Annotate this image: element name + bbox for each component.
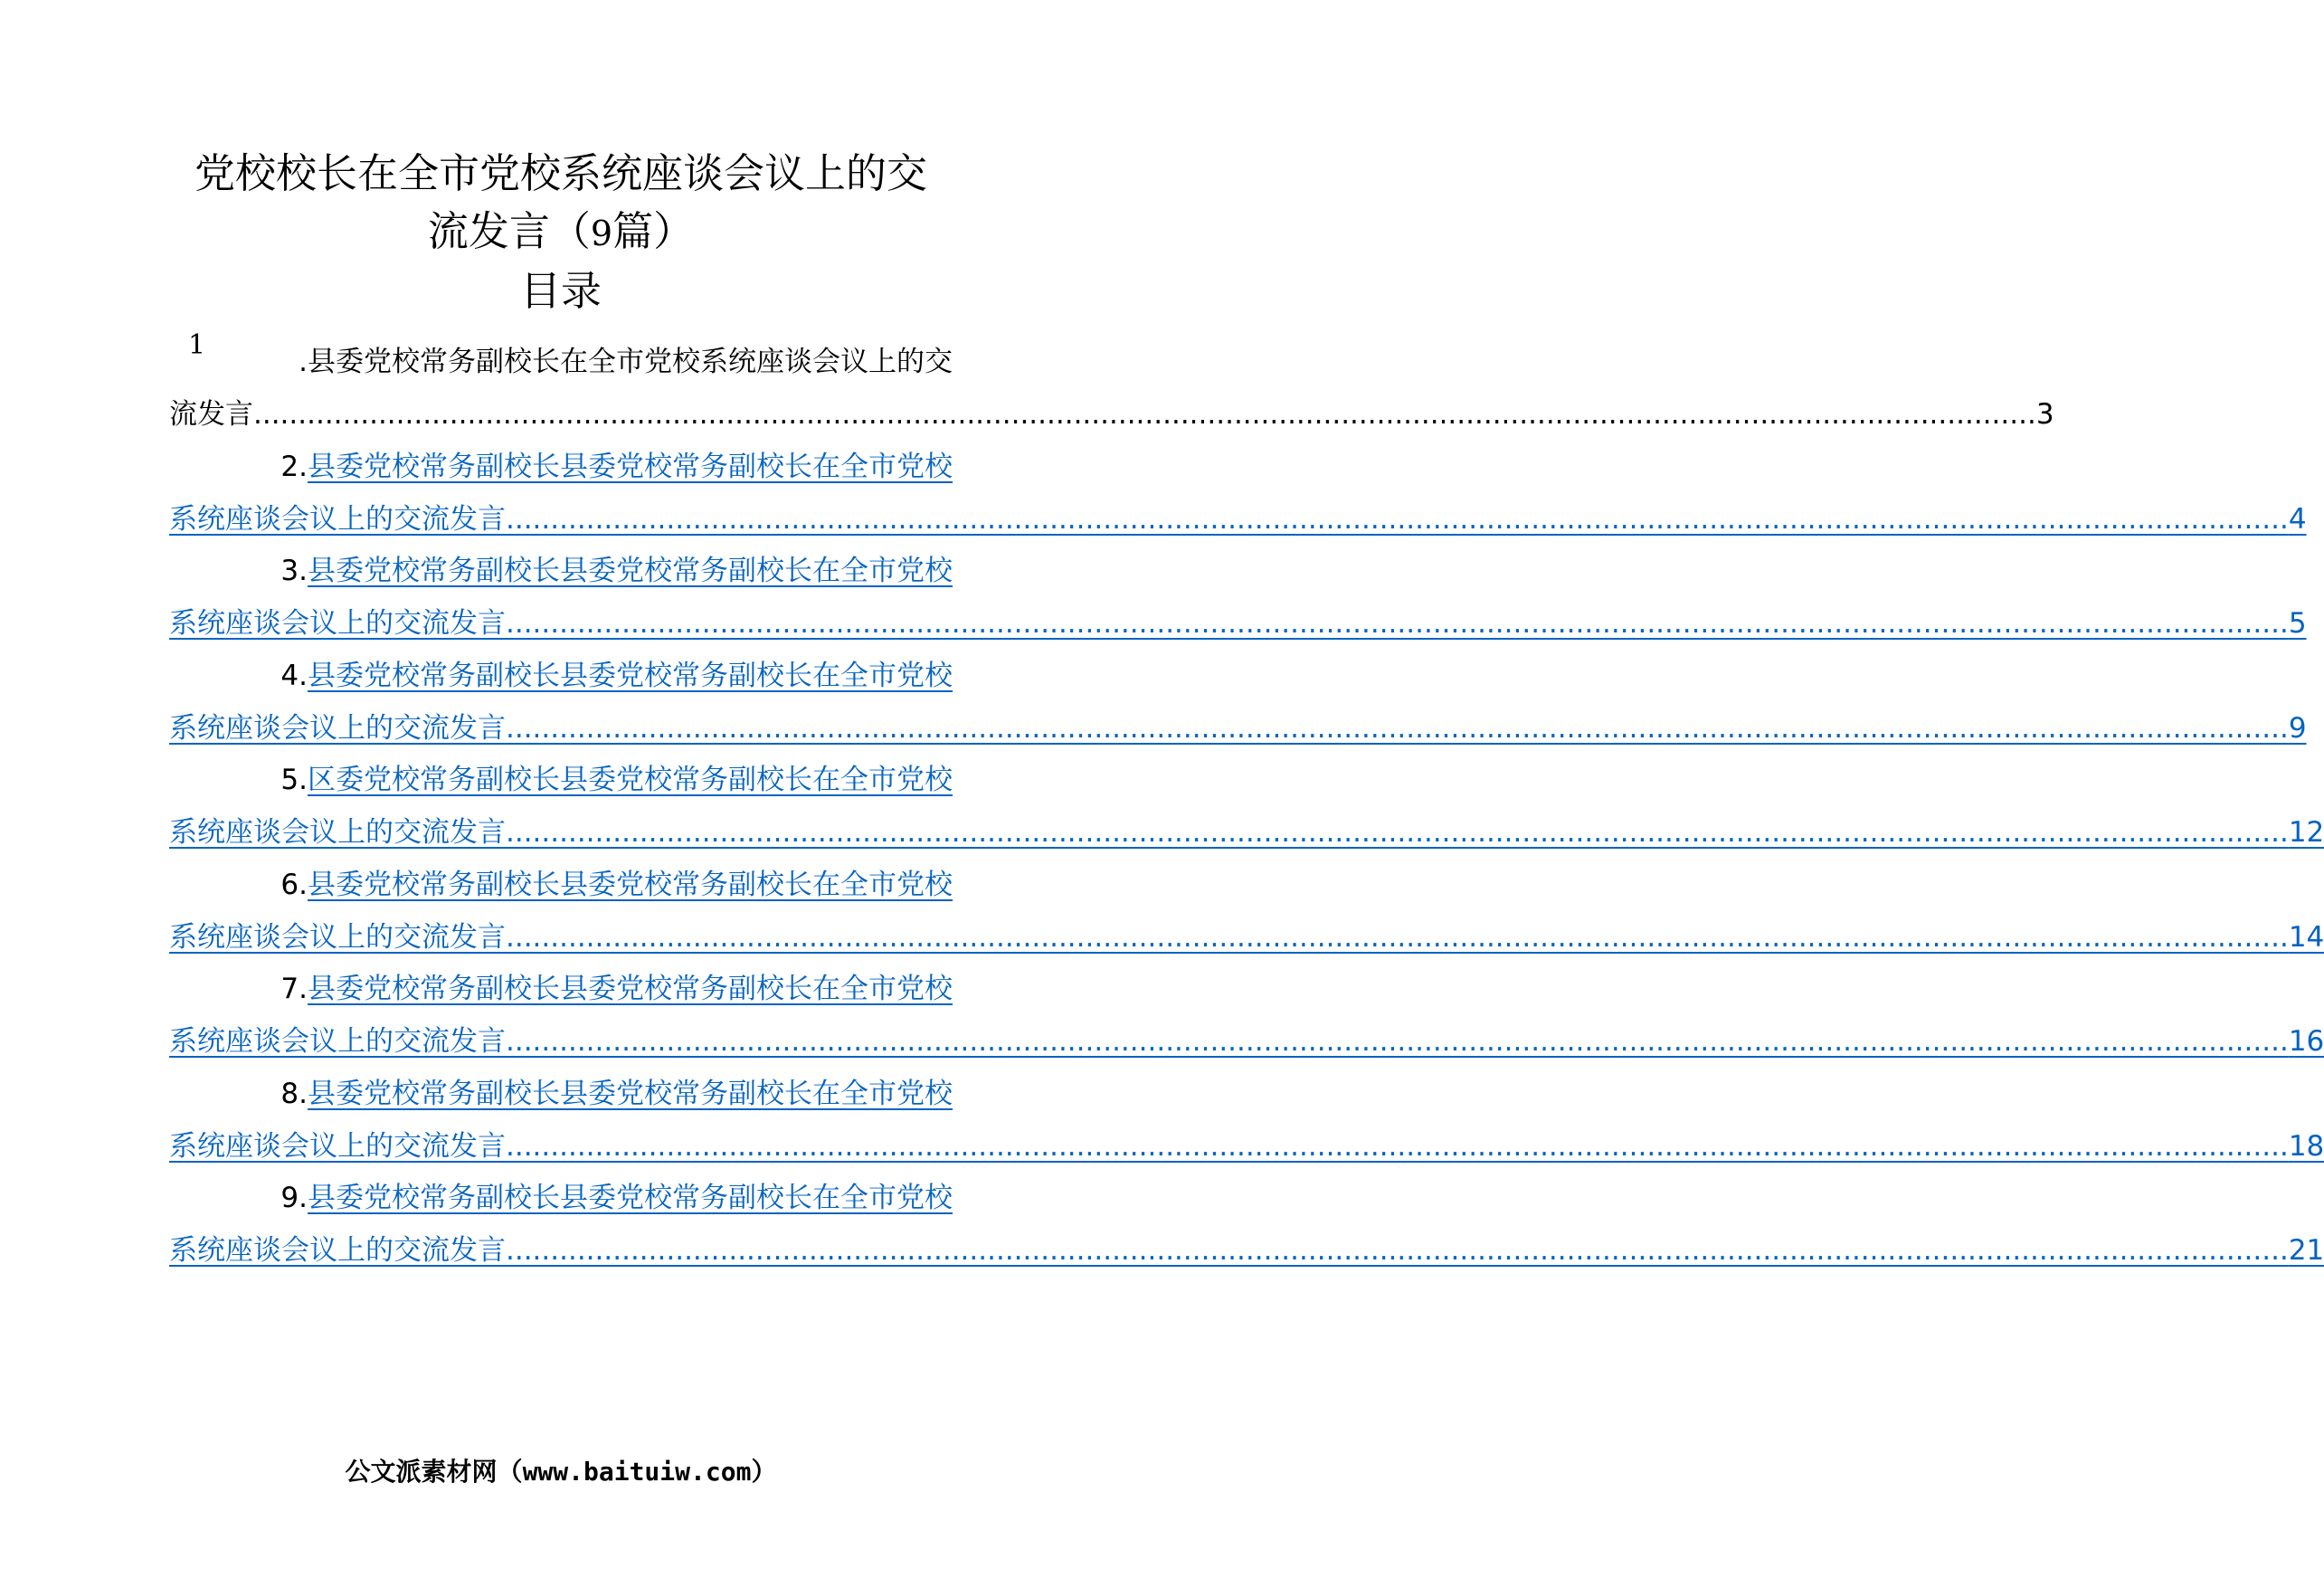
toc-entry-title-part-2[interactable]: 系统座谈会议上的交流发言	[169, 920, 506, 954]
toc-entry-number: 6.	[280, 868, 308, 901]
toc-entry-title-part-2[interactable]: 系统座谈会议上的交流发言	[169, 1234, 506, 1267]
toc-page-number[interactable]: 14	[2288, 920, 2324, 954]
toc-entry-title-part-1[interactable]: 县委党校常务副校长县委党校常务副校长在全市党校	[308, 868, 953, 901]
toc-entry-3-line-2[interactable]	[169, 601, 2307, 646]
footer-source	[136, 1454, 986, 1490]
footer-close-paren: ）	[751, 1457, 777, 1487]
toc-page-number[interactable]: 18	[2288, 1129, 2324, 1163]
toc-entry-number: 5.	[280, 764, 308, 796]
toc-heading-text: 目录	[519, 267, 602, 315]
toc-entry-title-part-2: 流发言	[169, 398, 253, 431]
toc-entry-9-line-2[interactable]	[169, 1228, 2324, 1273]
toc-entry-3-line-1[interactable]	[169, 548, 953, 594]
toc-entry-title-part-2[interactable]: 系统座谈会议上的交流发言	[169, 502, 506, 536]
toc-entry-number: 3.	[280, 555, 308, 587]
document-title-line-1	[136, 145, 986, 203]
toc-entry-title-part-2[interactable]: 系统座谈会议上的交流发言	[169, 1129, 506, 1163]
toc-entry-6-line-2[interactable]	[169, 915, 2324, 960]
footer-url[interactable]: www.baituiw.com	[522, 1457, 752, 1487]
toc-heading	[136, 262, 986, 320]
toc-entry-title-part-2[interactable]: 系统座谈会议上的交流发言	[169, 1025, 506, 1058]
toc-leader-dots: ........................................................................................................................................................................................................	[506, 1025, 2289, 1058]
toc-entry-title-part-2[interactable]: 系统座谈会议上的交流发言	[169, 607, 506, 640]
toc-leader-dots: ........................................................................................................................................................................................................	[506, 1234, 2289, 1267]
toc-entry-title-part-1[interactable]: 县委党校常务副校长县委党校常务副校长在全市党校	[308, 1077, 953, 1110]
toc-page-number[interactable]: 9	[2288, 711, 2307, 745]
toc-entry-1-line-2	[169, 392, 2054, 437]
toc-entry-number: 2.	[280, 450, 308, 483]
toc-page-number: 3	[2035, 398, 2054, 431]
toc-entry-1-line-1	[169, 339, 953, 385]
title-article-count: 9	[590, 214, 613, 253]
toc-entry-title-part-2[interactable]: 系统座谈会议上的交流发言	[169, 816, 506, 849]
toc-page-number[interactable]: 16	[2288, 1025, 2324, 1058]
toc-leader-dots: ........................................................................................................................................................................................................	[506, 607, 2289, 640]
title-text-2-pre: 流发言（	[427, 207, 591, 255]
toc-page-number[interactable]: 5	[2288, 607, 2307, 640]
toc-entry-4-line-1[interactable]	[169, 653, 953, 698]
toc-leader-dots: ........................................................................................................................................................................................................	[506, 920, 2289, 954]
toc-entry-7-line-2[interactable]	[169, 1019, 2324, 1064]
toc-entry-title-part-1[interactable]: 县委党校常务副校长县委党校常务副校长在全市党校	[308, 555, 953, 587]
toc-entry-8-line-1[interactable]	[169, 1071, 953, 1117]
toc-leader-dots: ........................................................................................................................................................................................................	[253, 398, 2036, 431]
toc-entry-number: 4.	[280, 659, 308, 692]
toc-entry-title-part-2[interactable]: 系统座谈会议上的交流发言	[169, 711, 506, 745]
toc-lead-number: 1	[188, 329, 206, 361]
toc-leader-dots: ........................................................................................................................................................................................................	[506, 502, 2289, 536]
footer-site-name: 公文派素材网（	[345, 1457, 523, 1487]
title-text-2-post: 篇）	[612, 207, 695, 255]
toc-entry-2-line-1[interactable]	[169, 444, 953, 489]
toc-entry-6-line-1[interactable]	[169, 862, 953, 908]
toc-leader-dots: ........................................................................................................................................................................................................	[506, 1129, 2289, 1163]
toc-entry-4-line-2[interactable]	[169, 706, 2307, 751]
toc-entry-9-line-1[interactable]	[169, 1175, 953, 1221]
toc-page-number[interactable]: 12	[2288, 816, 2324, 849]
toc-entry-number: 9.	[280, 1182, 308, 1214]
toc-entry-title-part-1: .县委党校常务副校长在全市党校系统座谈会议上的交	[299, 346, 953, 378]
toc-entry-2-line-2[interactable]	[169, 497, 2307, 542]
toc-entry-number: 8.	[280, 1077, 308, 1110]
toc-entry-title-part-1[interactable]: 县委党校常务副校长县委党校常务副校长在全市党校	[308, 450, 953, 483]
toc-leader-dots: ........................................................................................................................................................................................................	[506, 816, 2289, 849]
toc-entry-8-line-2[interactable]	[169, 1124, 2324, 1169]
toc-entry-title-part-1[interactable]: 区委党校常务副校长县委党校常务副校长在全市党校	[308, 764, 953, 796]
toc-page-number[interactable]: 21	[2288, 1234, 2324, 1267]
toc-entry-7-line-1[interactable]	[169, 966, 953, 1012]
toc-entry-title-part-1[interactable]: 县委党校常务副校长县委党校常务副校长在全市党校	[308, 659, 953, 692]
toc-entry-5-line-1[interactable]	[169, 757, 953, 803]
title-text-1: 党校校长在全市党校系统座谈会议上的交	[194, 149, 927, 197]
toc-page-number[interactable]: 4	[2288, 502, 2307, 536]
toc-entry-number: 7.	[280, 973, 308, 1005]
toc-entry-5-line-2[interactable]	[169, 810, 2324, 855]
document-title-line-2	[136, 203, 986, 262]
toc-entry-title-part-1[interactable]: 县委党校常务副校长县委党校常务副校长在全市党校	[308, 1182, 953, 1214]
toc-leader-dots: ........................................................................................................................................................................................................	[506, 711, 2289, 745]
toc-entry-title-part-1[interactable]: 县委党校常务副校长县委党校常务副校长在全市党校	[308, 973, 953, 1005]
